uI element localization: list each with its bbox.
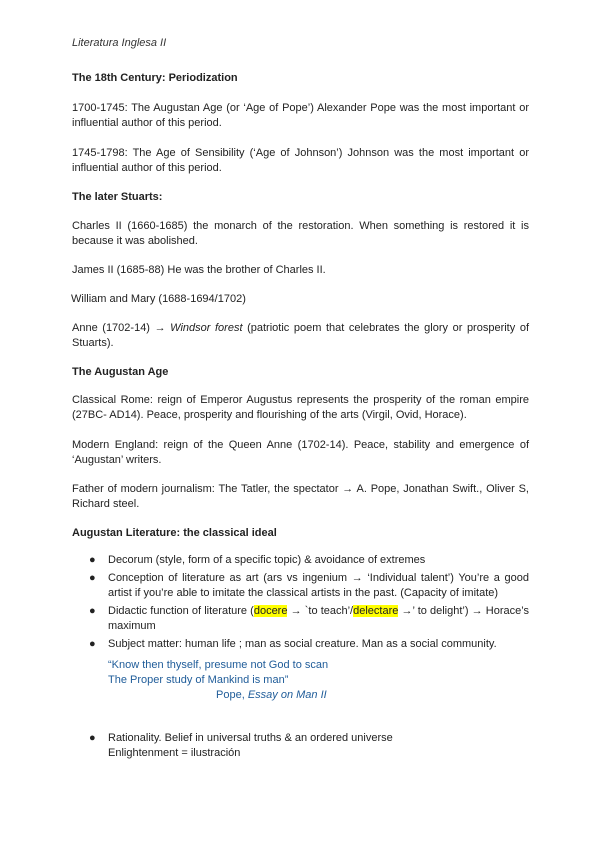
- paragraph-william-and-mary: William and Mary (1688-1694/1702): [71, 293, 246, 305]
- anne-text-post: (patriotic poem that celebrates the glory or prosperity of Stuarts).: [72, 322, 530, 349]
- list-item: [72, 604, 529, 634]
- paragraph-modern-journalism: Father of modern journalism: The Tatler, the spectator → A. Pope, Jonathan Swift., Oliver S, Richard steel.: [72, 483, 529, 510]
- paragraph-anne: [72, 321, 529, 351]
- list-item-text-line-2: Enlightenment = ilustración: [108, 747, 241, 759]
- paragraph-james-ii: James II (1685-88) He was the brother of Charles II.: [72, 264, 326, 276]
- paragraph-classical-rome: Classical Rome: reign of Emperor Augustus represents the prosperity of the roman empire (27BC- AD14). Peace, prosperity and flourishing of the arts (Virgil, Ovid, Horace).: [72, 394, 529, 421]
- list-item-text: Subject matter: human life ; man as social creature. Man as a social community.: [108, 638, 497, 650]
- list-item: [72, 731, 529, 761]
- bullet-icon: ●: [89, 638, 96, 650]
- list-item: [72, 553, 529, 568]
- paragraph-age-of-sensibility: 1745-1798: The Age of Sensibility (‘Age of Johnson’) Johnson was the most important or influential author of this period.: [72, 147, 529, 174]
- paragraph-charles-ii: Charles II (1660-1685) the monarch of the restoration. When something is restored it is because it was abolished.: [72, 220, 529, 247]
- quote-source-work: Essay on Man II: [247, 689, 327, 701]
- pope-quote: [108, 658, 328, 703]
- quote-source-author: Pope,: [216, 689, 248, 701]
- list-item-text: Decorum (style, form of a specific topic) & avoidance of extremes: [108, 554, 426, 566]
- heading-augustan-literature: Augustan Literature: the classical ideal: [72, 527, 277, 539]
- bullet-list-rationality: [72, 731, 529, 764]
- paragraph-augustan-age-period: 1700-1745: The Augustan Age (or ‘Age of Pope’) Alexander Pope was the most important or influential author of this period.: [72, 102, 529, 129]
- list-item: [72, 637, 529, 652]
- list-item-text-post: →’ to delight’) → Horace’s maximum: [108, 605, 529, 632]
- windsor-forest-title: Windsor forest: [170, 322, 243, 334]
- list-item-text-mid: → `to teach’/: [287, 605, 354, 617]
- bullet-list-classical-ideal: [72, 553, 529, 655]
- paragraph-modern-england: Modern England: reign of the Queen Anne (1702-14). Peace, stability and emergence of ‘Augustan’ writers.: [72, 439, 529, 466]
- bullet-icon: ●: [89, 732, 96, 744]
- list-item-text-pre: Didactic function of literature (: [108, 605, 254, 617]
- list-item: [72, 571, 529, 601]
- heading-augustan-age: The Augustan Age: [72, 366, 169, 378]
- heading-later-stuarts: The later Stuarts:: [72, 191, 163, 203]
- bullet-icon: ●: [89, 605, 96, 617]
- bullet-icon: ●: [89, 572, 96, 584]
- quote-line-2: The Proper study of Mankind is man”: [108, 674, 289, 686]
- bullet-icon: ●: [89, 554, 96, 566]
- heading-periodization: The 18th Century: Periodization: [72, 72, 238, 84]
- highlight-delectare: delectare: [353, 605, 399, 617]
- quote-line-1: “Know then thyself, presume not God to scan: [108, 659, 329, 671]
- highlight-docere: docere: [253, 605, 288, 617]
- list-item-text: Rationality. Belief in universal truths & an ordered universe: [108, 732, 393, 744]
- quote-source: [108, 688, 328, 703]
- anne-text-pre: Anne (1702-14) →: [72, 322, 171, 334]
- list-item-text: Conception of literature as art (ars vs ingenium → ‘Individual talent’) You’re a good artist if you’re able to imitate the classical artists in the past. (Capacity of imitate): [108, 572, 529, 599]
- page-header: Literatura Inglesa II: [72, 37, 167, 49]
